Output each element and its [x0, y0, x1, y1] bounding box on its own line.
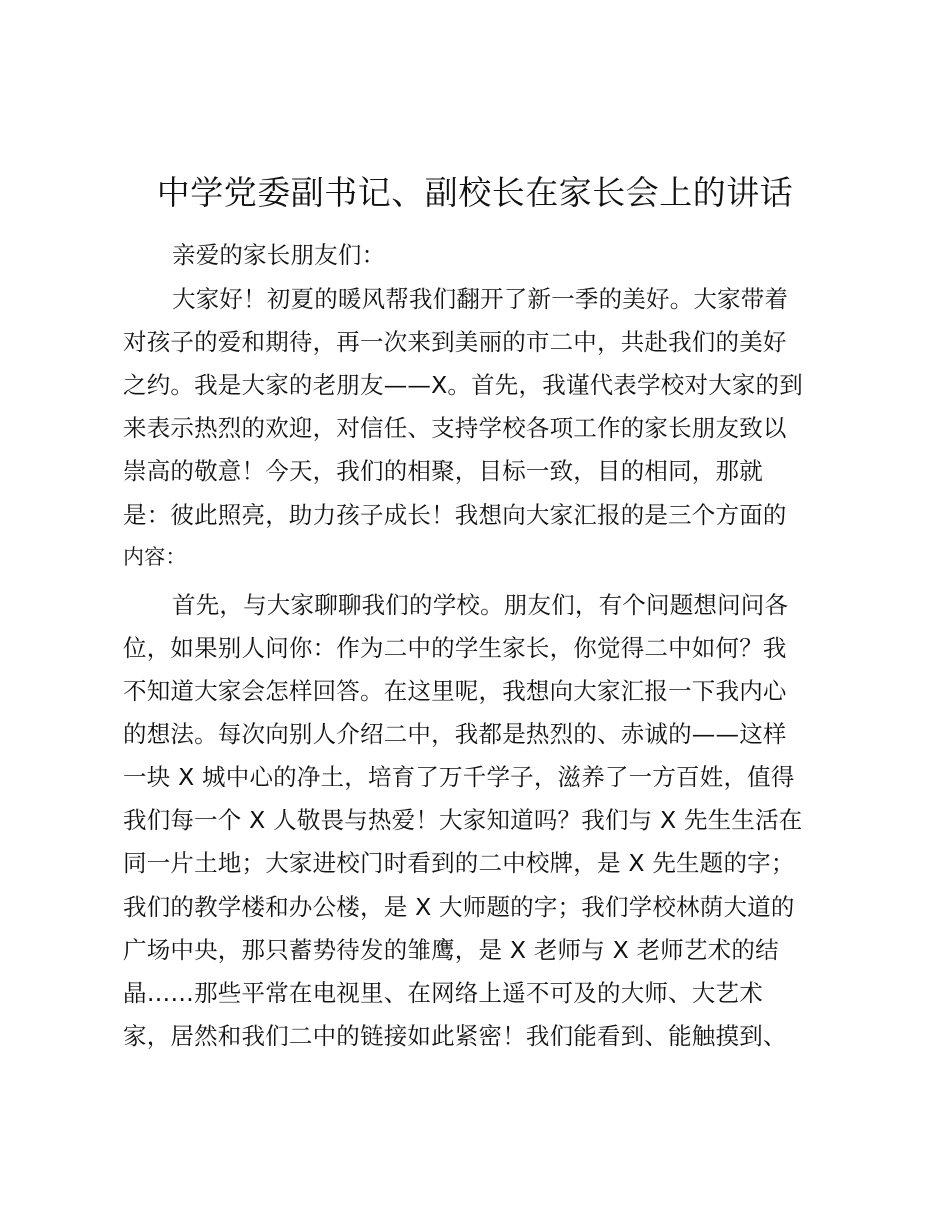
paragraph-line: 的想法。每次向别人介绍二中，我都是热烈的、赤诚的——这样: [123, 720, 787, 748]
paragraph-line: 首先，与大家聊聊我们的学校。朋友们，有个问题想问问各: [172, 591, 789, 619]
paragraph-line: 之约。我是大家的老朋友——X。首先，我谨代表学校对大家的到: [123, 371, 803, 399]
salutation: 亲爱的家长朋友们：: [172, 241, 386, 269]
paragraph-line: 晶……那些平常在电视里、在网络上遥不可及的大师、大艺术: [123, 979, 763, 1007]
paragraph-line: 我们的教学楼和办公楼，是 X 大师题的字；我们学校林荫大道的: [123, 893, 795, 921]
paragraph-line: 来表示热烈的欢迎，对信任、支持学校各项工作的家长朋友致以: [123, 414, 787, 442]
paragraph-line: 大家好！初夏的暖风帮我们翻开了新一季的美好。大家带着: [172, 285, 789, 313]
paragraph-line: 对孩子的爱和期待，再一次来到美丽的市二中，共赴我们的美好: [123, 328, 787, 356]
paragraph-line: 同一片土地；大家进校门时看到的二中校牌，是 X 先生题的字；: [123, 849, 795, 877]
paragraph-line: 崇高的敬意！今天，我们的相聚，目标一致，目的相同，那就: [123, 457, 763, 485]
paragraph-line: 家，居然和我们二中的链接如此紧密！我们能看到、能触摸到、: [123, 1022, 787, 1050]
paragraph-line: 不知道大家会怎样回答。在这里呢，我想向大家汇报一下我内心: [123, 677, 787, 705]
paragraph-line: 位，如果别人问你：作为二中的学生家长，你觉得二中如何？我: [123, 634, 787, 662]
document-title: 中学党委副书记、副校长在家长会上的讲话: [156, 173, 794, 212]
paragraph-line: 广场中央，那只蓄势待发的雏鹰，是 X 老师与 X 老师艺术的结: [123, 936, 779, 964]
paragraph-line: 是：彼此照亮，助力孩子成长！我想向大家汇报的是三个方面的: [123, 501, 787, 529]
paragraph-line: 我们每一个 X 人敬畏与热爱！大家知道吗？我们与 X 先生生活在: [123, 806, 803, 834]
paragraph-line: 一块 X 城中心的净土，培育了万千学子，滋养了一方百姓，值得: [123, 763, 795, 791]
paragraph-line: 内容：: [123, 545, 187, 569]
